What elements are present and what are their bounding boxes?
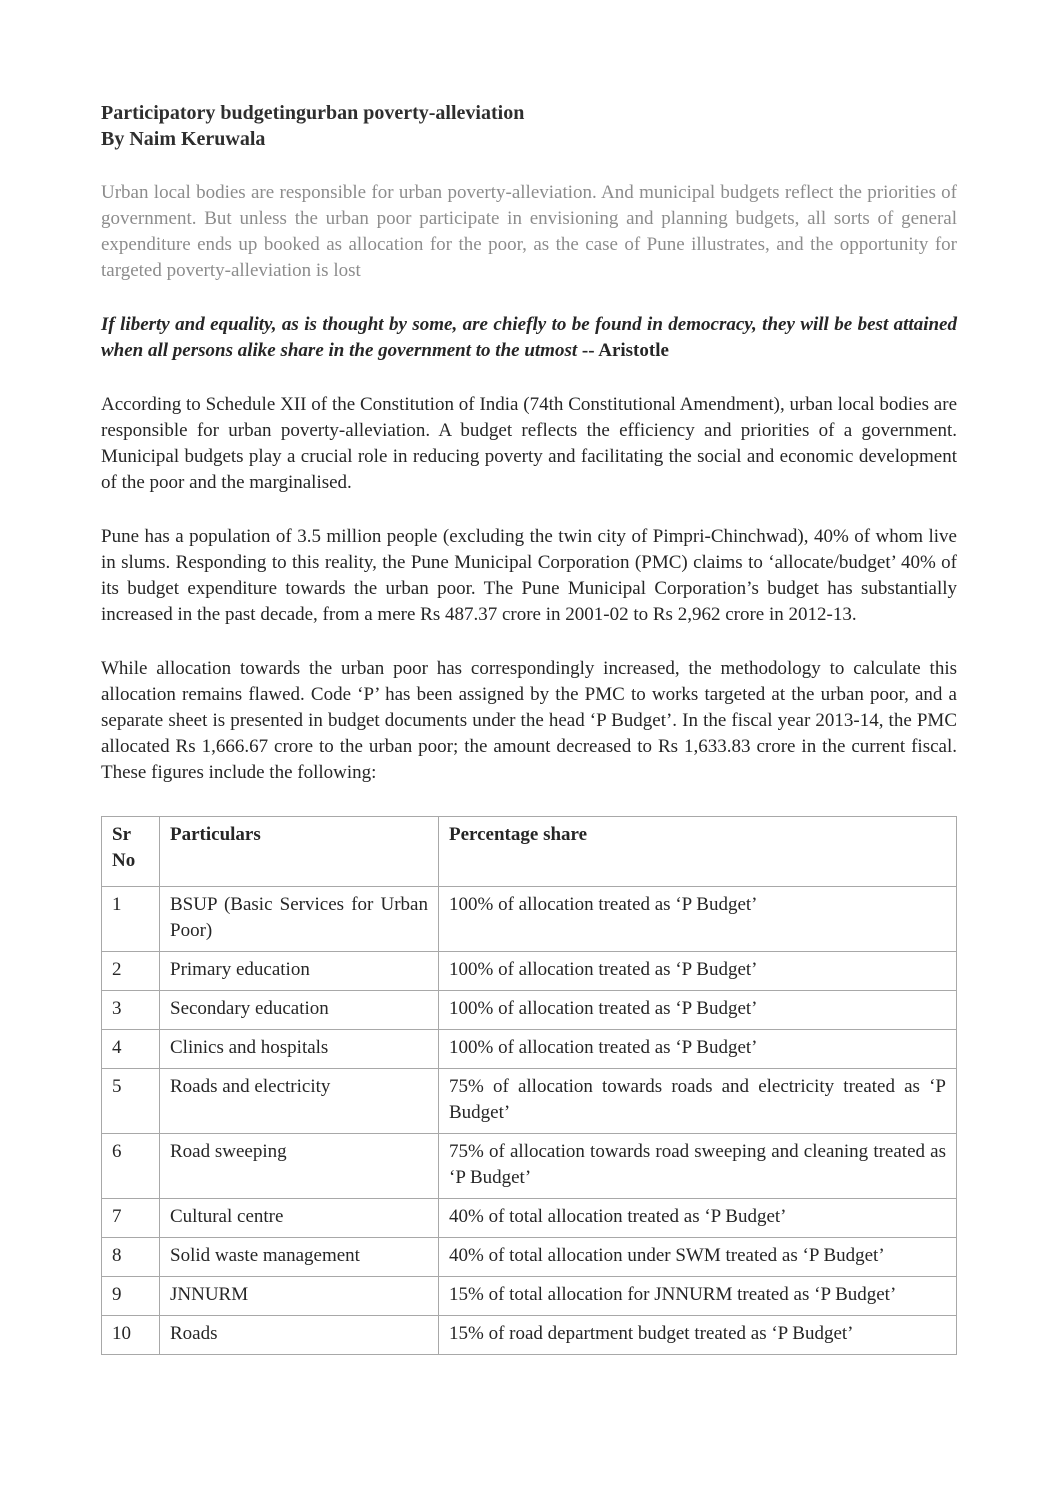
cell-sr-no: 8 (102, 1238, 160, 1277)
body-paragraph-1: According to Schedule XII of the Constitution of India (74th Constitutional Amendment), urban local bodies are responsible for urban poverty-alleviation. A budget reflects the efficiency and priorities of a government. Municipal budgets play a crucial role in reducing poverty and facilitating the social and economic development of the poor and the marginalised. (101, 394, 957, 493)
quote-text: If liberty and equality, as is thought by some, are chiefly to be found in democracy, they will be best attained when all persons alike share in the government to the utmost (101, 314, 957, 361)
cell-sr-no: 5 (102, 1069, 160, 1134)
cell-sr-no: 3 (102, 991, 160, 1030)
cell-particulars: Primary education (160, 952, 439, 991)
table-row (102, 1199, 957, 1238)
cell-particulars: JNNURM (160, 1277, 439, 1316)
cell-sr-no: 9 (102, 1277, 160, 1316)
article-header (101, 100, 957, 152)
allocation-table (101, 816, 957, 1355)
cell-percentage-share: 100% of allocation treated as ‘P Budget’ (439, 991, 957, 1030)
standfirst-paragraph: Urban local bodies are responsible for urban poverty-alleviation. And municipal budgets reflect the priorities of government. But unless the urban poor participate in envisioning and planning budgets, all sorts of general expenditure ends up booked as allocation for the poor, as the case of Pune illustrates, and the opportunity for targeted poverty-alleviation is lost (101, 182, 957, 281)
cell-percentage-share: 75% of allocation towards roads and electricity treated as ‘P Budget’ (439, 1069, 957, 1134)
header-cell-particulars: Particulars (160, 817, 439, 887)
cell-percentage-share: 40% of total allocation under SWM treated as ‘P Budget’ (439, 1238, 957, 1277)
cell-percentage-share: 100% of allocation treated as ‘P Budget’ (439, 952, 957, 991)
article-byline: By Naim Keruwala (101, 128, 266, 150)
cell-sr-no: 2 (102, 952, 160, 991)
cell-particulars: Road sweeping (160, 1134, 439, 1199)
table-row (102, 1069, 957, 1134)
cell-sr-no: 6 (102, 1134, 160, 1199)
body-paragraph-2: Pune has a population of 3.5 million people (excluding the twin city of Pimpri-Chinchwad), 40% of whom live in slums. Responding to this reality, the Pune Municipal Corporation (PMC) claims to ‘allocate/budget’ 40% of its budget expenditure towards the urban poor. The Pune Municipal Corporation’s budget has substantially increased in the past decade, from a mere Rs 487.37 crore in 2001-02 to Rs 2,962 crore in 2012-13. (101, 526, 957, 625)
table-row (102, 1316, 957, 1355)
table-row (102, 1134, 957, 1199)
cell-percentage-share: 15% of road department budget treated as ‘P Budget’ (439, 1316, 957, 1355)
cell-sr-no: 10 (102, 1316, 160, 1355)
table-row (102, 1238, 957, 1277)
body-paragraph-3: While allocation towards the urban poor has correspondingly increased, the methodology to calculate this allocation remains flawed. Code ‘P’ has been assigned by the PMC to works targeted at the urban poor, and a separate sheet is presented in budget documents under the head ‘P Budget’. In the fiscal year 2013-14, the PMC allocated Rs 1,666.67 crore to the urban poor; the amount decreased to Rs 1,633.83 crore in the current fiscal. These figures include the following: (101, 658, 957, 783)
header-cell-sr-no: Sr No (102, 817, 160, 887)
cell-percentage-share: 40% of total allocation treated as ‘P Budget’ (439, 1199, 957, 1238)
cell-particulars: BSUP (Basic Services for Urban Poor) (160, 887, 439, 952)
cell-percentage-share: 100% of allocation treated as ‘P Budget’ (439, 887, 957, 952)
table-row (102, 952, 957, 991)
table-row (102, 1030, 957, 1069)
cell-particulars: Solid waste management (160, 1238, 439, 1277)
quote-attribution: -- Aristotle (577, 340, 669, 361)
cell-particulars: Cultural centre (160, 1199, 439, 1238)
quote-paragraph (101, 312, 957, 364)
cell-sr-no: 7 (102, 1199, 160, 1238)
article-title: Participatory budgetingurban poverty-alleviation (101, 102, 525, 124)
table-row (102, 887, 957, 952)
table-header-row (102, 817, 957, 887)
cell-particulars: Secondary education (160, 991, 439, 1030)
cell-sr-no: 1 (102, 887, 160, 952)
table-row (102, 1277, 957, 1316)
cell-percentage-share: 15% of total allocation for JNNURM treated as ‘P Budget’ (439, 1277, 957, 1316)
cell-particulars: Roads and electricity (160, 1069, 439, 1134)
cell-particulars: Clinics and hospitals (160, 1030, 439, 1069)
header-cell-percentage-share: Percentage share (439, 817, 957, 887)
cell-sr-no: 4 (102, 1030, 160, 1069)
cell-percentage-share: 75% of allocation towards road sweeping and cleaning treated as ‘P Budget’ (439, 1134, 957, 1199)
table-row (102, 991, 957, 1030)
cell-particulars: Roads (160, 1316, 439, 1355)
cell-percentage-share: 100% of allocation treated as ‘P Budget’ (439, 1030, 957, 1069)
